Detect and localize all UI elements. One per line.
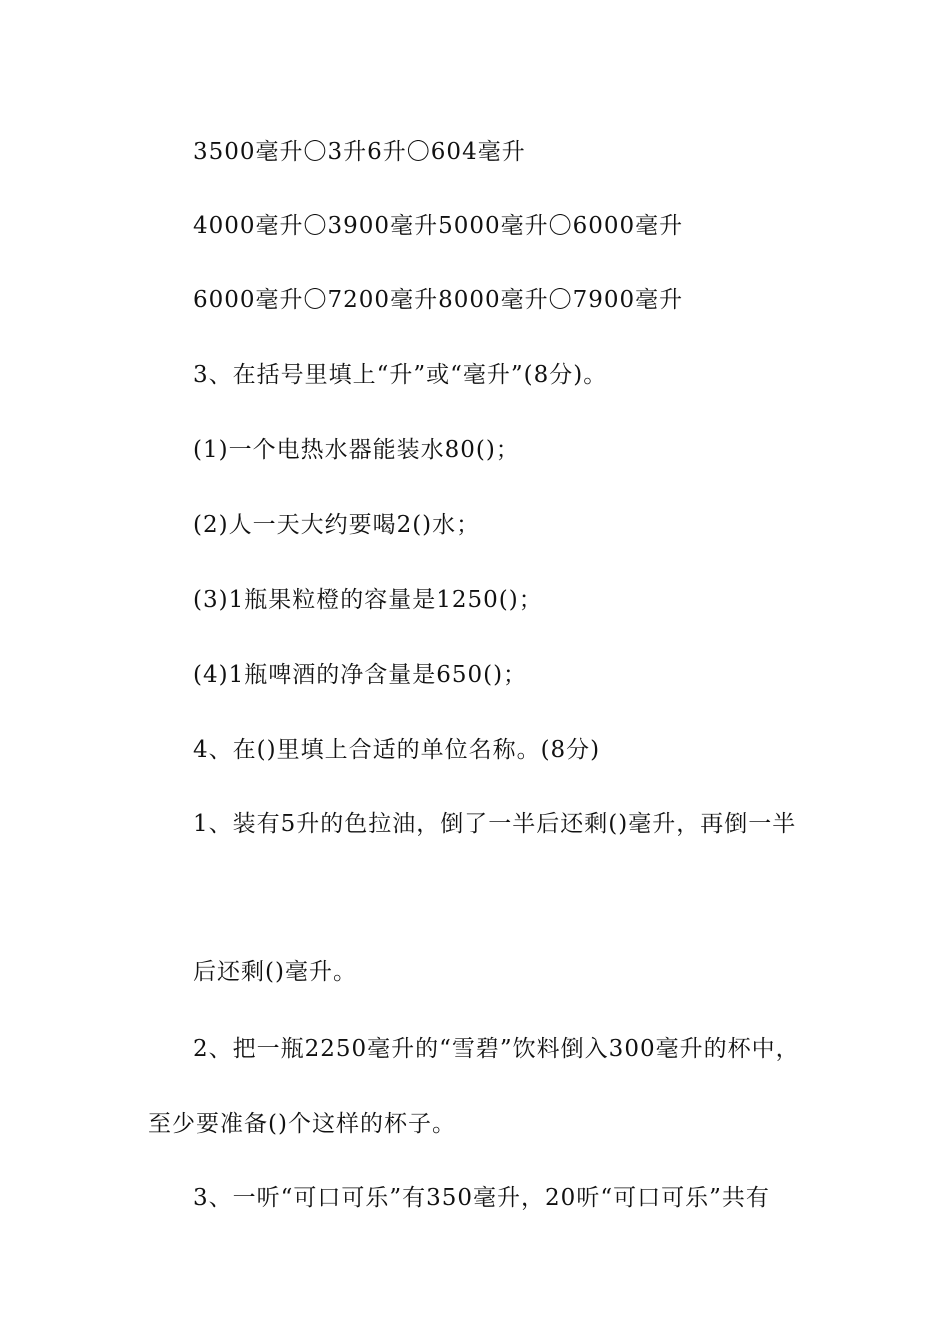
question-3-item-1: (1)一个电热水器能装水80()；	[193, 437, 520, 463]
comparison-row-1: 3500毫升〇3升6升〇604毫升	[193, 139, 526, 165]
question-4-item-1-continued: 后还剩()毫升。	[193, 959, 357, 985]
question-3-item-3: (3)1瓶果粒橙的容量是1250()；	[193, 587, 543, 613]
question-3-item-4: (4)1瓶啤酒的净含量是650()；	[193, 662, 528, 688]
question-3-heading: 3、在括号里填上“升”或“毫升”(8分)。	[193, 362, 608, 388]
question-4-item-3: 3、一听“可口可乐”有350毫升，20听“可口可乐”共有	[193, 1185, 770, 1211]
question-4-item-2: 2、把一瓶2250毫升的“雪碧”饮料倒入300毫升的杯中，	[193, 1036, 800, 1062]
question-4-heading: 4、在()里填上合适的单位名称。(8分)	[193, 737, 601, 763]
question-4-item-2-continued: 至少要准备()个这样的杯子。	[148, 1111, 456, 1137]
question-3-item-2: (2)人一天大约要喝2()水；	[193, 512, 481, 538]
comparison-row-3: 6000毫升〇7200毫升8000毫升〇7900毫升	[193, 287, 684, 313]
comparison-row-2: 4000毫升〇3900毫升5000毫升〇6000毫升	[193, 213, 684, 239]
question-4-item-1: 1、装有5升的色拉油，倒了一半后还剩()毫升，再倒一半	[193, 811, 797, 837]
